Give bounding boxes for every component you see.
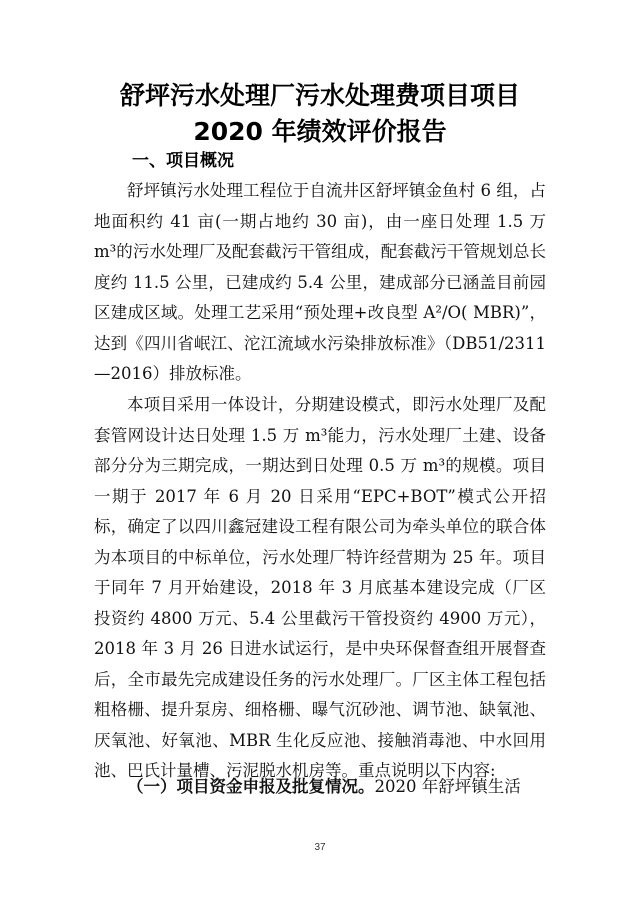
paragraph-text: 舒坪镇污水处理工程位于自流井区舒坪镇金鱼村 6 组，占地面积约 41 亩(一期占地约 30 亩)，由一座日处理 1.5 万 m³的污水处理厂及配套截污干管组成，配套截污干管规划总长度约 11.5 公里，已建成约 5.4 公里，建成部分已涵盖目前园区建成区域。处理工艺采用“预处理+改良型 A²/O( MBR)”，达到《四川省岷江、沱江流域水污染排放标准》（DB51/2311—2016）排放标准。 — [94, 181, 546, 383]
paragraph-construction-mode — [94, 390, 546, 787]
paragraph-funding — [94, 772, 546, 803]
paragraph-text: 2020 年舒坪镇生活 — [374, 777, 521, 796]
page-number: 37 — [314, 842, 326, 853]
report-title-line-1: 舒坪污水处理厂污水处理费项目项目 — [119, 81, 520, 110]
paragraph-text: 本项目采用一体设计，分期建设模式，即污水处理厂及配套管网设计达日处理 1.5 万 m³能力，污水处理厂土建、设备部分分为三期完成，一期达到日处理 0.5 万 m³的规模。项目一期于 2017 年 6 月 20 日采用“EPC+BOT”模式公开招标，确定了以四川鑫冠建设工程有限公司为牵头单位的联合体为本项目的中标单位，污水处理厂特许经营期为 25 年。项目于同年 7 月开始建设，2018 年 3 月底基本建设完成（厂区投资约 4800 万元、5.4 公里截污干管投资约 4900 万元），2018 年 3 月 26 日进水试运行，是中央环保督查组开展督查后，全市最先完成建设任务的污水处理厂。厂区主体工程包括粗格栅、提升泵房、细格栅、曝气沉砂池、调节池、缺氧池、厌氧池、好氧池、MBR 生化反应池、接触消毒池、中水回用池、巴氏计量槽、污泥脱水机房等。重点说明以下内容: — [94, 395, 546, 780]
report-title-line-2: 2020 年绩效评价报告 — [193, 117, 447, 146]
subheading-funding: （一）项目资金申报及批复情况。 — [127, 777, 375, 796]
paragraph-project-location — [94, 176, 546, 390]
section-heading: 一、项目概况 — [132, 151, 234, 171]
